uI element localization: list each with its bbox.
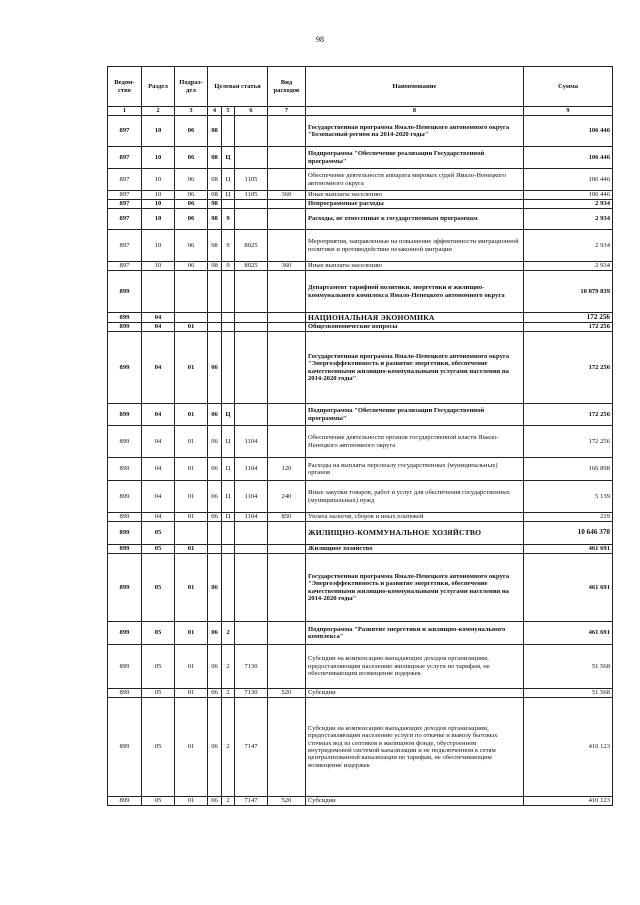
cell-razdel: 05 (142, 797, 175, 806)
cell-vedomstvo: 897 (108, 116, 142, 147)
cell-amount: 106 446 (524, 169, 613, 191)
table-row (108, 116, 613, 147)
cell-podrazdel: 01 (175, 797, 208, 806)
cell-target-subprogram (222, 522, 235, 545)
cell-expense-type (268, 698, 306, 797)
cell-amount: 172 256 (524, 332, 613, 404)
table-row (108, 262, 613, 271)
cell-razdel: 05 (142, 522, 175, 545)
column-number: 9 (524, 107, 613, 116)
budget-table (107, 66, 613, 806)
cell-amount: 166 898 (524, 458, 613, 481)
cell-expense-type (268, 404, 306, 426)
cell-target-program: 08 (208, 191, 222, 200)
cell-target-program (208, 313, 222, 323)
table-row (108, 689, 613, 698)
cell-target-code (235, 271, 268, 313)
column-number: 2 (142, 107, 175, 116)
cell-target-program: 98 (208, 200, 222, 209)
cell-podrazdel: 06 (175, 262, 208, 271)
table-row (108, 797, 613, 806)
cell-item-name: Расходы, не отнесенные к государственным программам (306, 209, 524, 230)
cell-target-program: 06 (208, 554, 222, 622)
table-row (108, 147, 613, 169)
cell-vedomstvo: 899 (108, 797, 142, 806)
cell-target-code: 8025 (235, 262, 268, 271)
cell-target-subprogram (222, 313, 235, 323)
cell-target-subprogram (222, 332, 235, 404)
cell-podrazdel: 01 (175, 404, 208, 426)
cell-target-program: 98 (208, 230, 222, 262)
cell-razdel: 04 (142, 481, 175, 513)
cell-podrazdel: 01 (175, 622, 208, 645)
cell-target-subprogram: Ц (222, 147, 235, 169)
cell-podrazdel (175, 271, 208, 313)
cell-item-name: Иные выплаты населению (306, 191, 524, 200)
cell-amount: 106 446 (524, 147, 613, 169)
cell-target-program: 06 (208, 513, 222, 522)
header-vedomstvo: Ведом-ство (108, 67, 142, 107)
page-number: 98 (316, 35, 324, 44)
cell-expense-type: 360 (268, 191, 306, 200)
cell-razdel: 04 (142, 426, 175, 458)
cell-razdel: 04 (142, 332, 175, 404)
cell-podrazdel (175, 313, 208, 323)
cell-vedomstvo: 899 (108, 645, 142, 689)
cell-expense-type (268, 554, 306, 622)
cell-target-program (208, 522, 222, 545)
cell-item-name: НАЦИОНАЛЬНАЯ ЭКОНОМИКА (306, 313, 524, 323)
cell-item-name: Государственная программа Ямало-Ненецкого автономного округа "Энергоэффективность и развитие энергетики, обеспечение качественными жилищно-коммунальными услугами населения на 2014-2020 годы" (306, 554, 524, 622)
cell-target-program: 06 (208, 698, 222, 797)
cell-razdel: 05 (142, 622, 175, 645)
cell-podrazdel (175, 522, 208, 545)
cell-target-subprogram: Ц (222, 426, 235, 458)
header-podrazdel: Подраз-дел (175, 67, 208, 107)
cell-target-code (235, 554, 268, 622)
cell-target-program: 06 (208, 481, 222, 513)
cell-razdel (142, 271, 175, 313)
cell-podrazdel: 01 (175, 513, 208, 522)
cell-target-program: 98 (208, 262, 222, 271)
cell-expense-type (268, 426, 306, 458)
cell-podrazdel: 01 (175, 554, 208, 622)
table-row (108, 458, 613, 481)
cell-target-code (235, 116, 268, 147)
cell-vedomstvo: 899 (108, 404, 142, 426)
cell-amount: 219 (524, 513, 613, 522)
cell-target-code: 7147 (235, 698, 268, 797)
cell-vedomstvo: 899 (108, 481, 142, 513)
table-row (108, 191, 613, 200)
cell-amount: 106 446 (524, 116, 613, 147)
column-number: 1 (108, 107, 142, 116)
cell-podrazdel: 06 (175, 191, 208, 200)
cell-target-subprogram: Ц (222, 404, 235, 426)
cell-podrazdel: 06 (175, 200, 208, 209)
cell-razdel: 05 (142, 689, 175, 698)
cell-expense-type (268, 209, 306, 230)
cell-target-code: 1105 (235, 169, 268, 191)
cell-razdel: 10 (142, 230, 175, 262)
cell-target-subprogram: 2 (222, 689, 235, 698)
cell-item-name: Подпрограмма "Обеспечение реализации Государственной программы" (306, 404, 524, 426)
cell-amount: 461 691 (524, 622, 613, 645)
cell-item-name: Общеэкономические вопросы (306, 323, 524, 332)
table-row (108, 698, 613, 797)
cell-razdel: 10 (142, 116, 175, 147)
cell-target-subprogram: 9 (222, 209, 235, 230)
cell-amount: 2 934 (524, 230, 613, 262)
header-vid-rashodov: Вид расходов (268, 67, 306, 107)
cell-item-name: Департамент тарифной политики, энергетики и жилищно-коммунального комплекса Ямало-Ненецкого автономного округа (306, 271, 524, 313)
cell-target-code (235, 200, 268, 209)
cell-target-subprogram (222, 271, 235, 313)
cell-expense-type (268, 230, 306, 262)
cell-target-code (235, 313, 268, 323)
cell-expense-type: 520 (268, 689, 306, 698)
cell-podrazdel: 01 (175, 332, 208, 404)
cell-item-name: Субсидии (306, 689, 524, 698)
cell-amount: 172 256 (524, 404, 613, 426)
cell-item-name: Государственная программа Ямало-Ненецкого автономного округа "Энергоэффективность и развитие энергетики, обеспечение качественными жилищно-коммунальными услугами населения на 2014-2020 годы" (306, 332, 524, 404)
cell-item-name: Непрограммные расходы (306, 200, 524, 209)
cell-item-name: Субсидии на компенсацию выпадающих доходов организациям, предоставляющим населению услуги по откачке и вывозу бытовых сточных вод из септиков в жилищном фонде, обустроенном внутридомовой системой канализации и не подключенном к сетям централизованной канализации по тарифам, не обеспечивающим возмещение издержек (306, 698, 524, 797)
cell-target-code: 7147 (235, 797, 268, 806)
cell-razdel: 05 (142, 698, 175, 797)
cell-razdel: 04 (142, 404, 175, 426)
cell-expense-type (268, 200, 306, 209)
cell-target-code: 1105 (235, 191, 268, 200)
cell-podrazdel: 06 (175, 230, 208, 262)
cell-target-subprogram: 9 (222, 230, 235, 262)
table-row (108, 645, 613, 689)
cell-razdel: 05 (142, 545, 175, 554)
cell-target-subprogram: 9 (222, 262, 235, 271)
cell-target-program: 06 (208, 458, 222, 481)
cell-target-program: 06 (208, 332, 222, 404)
cell-razdel: 10 (142, 147, 175, 169)
table-row (108, 271, 613, 313)
cell-expense-type: 850 (268, 513, 306, 522)
cell-vedomstvo: 899 (108, 313, 142, 323)
cell-target-subprogram: Ц (222, 458, 235, 481)
cell-vedomstvo: 897 (108, 200, 142, 209)
header-summa: Сумма (524, 67, 613, 107)
column-number: 5 (222, 107, 235, 116)
cell-target-code: 7130 (235, 645, 268, 689)
cell-amount: 10 879 839 (524, 271, 613, 313)
header-naimenovanie: Наименование (306, 67, 524, 107)
cell-target-program: 06 (208, 404, 222, 426)
cell-item-name: ЖИЛИЩНО-КОММУНАЛЬНОЕ ХОЗЯЙСТВО (306, 522, 524, 545)
table-body (108, 116, 613, 806)
cell-expense-type (268, 271, 306, 313)
cell-amount: 2 934 (524, 262, 613, 271)
table-row (108, 522, 613, 545)
cell-expense-type (268, 522, 306, 545)
cell-expense-type: 520 (268, 797, 306, 806)
cell-vedomstvo: 899 (108, 323, 142, 332)
cell-item-name: Жилищное хозяйство (306, 545, 524, 554)
cell-amount: 5 139 (524, 481, 613, 513)
cell-target-program: 06 (208, 622, 222, 645)
cell-razdel: 04 (142, 513, 175, 522)
cell-item-name: Обеспечение деятельности органов государственной власти Ямало-Ненецкого автономного округа (306, 426, 524, 458)
cell-target-subprogram (222, 323, 235, 332)
cell-item-name: Государственная программа Ямало-Ненецкого автономного округа "Безопасный регион на 2014-2020 годы" (306, 116, 524, 147)
cell-podrazdel: 01 (175, 426, 208, 458)
cell-target-program (208, 323, 222, 332)
cell-target-code (235, 522, 268, 545)
cell-vedomstvo: 897 (108, 169, 142, 191)
cell-podrazdel: 06 (175, 116, 208, 147)
cell-amount: 10 646 370 (524, 522, 613, 545)
cell-podrazdel: 01 (175, 323, 208, 332)
cell-razdel: 10 (142, 209, 175, 230)
cell-amount: 172 256 (524, 313, 613, 323)
header-celevaya-statya: Целевая статья (208, 67, 268, 107)
header-row (108, 67, 613, 107)
cell-target-code (235, 545, 268, 554)
cell-razdel: 10 (142, 200, 175, 209)
table-row (108, 404, 613, 426)
cell-item-name: Уплата налогов, сборов и иных платежей (306, 513, 524, 522)
cell-item-name: Иные выплаты населению (306, 262, 524, 271)
column-number: 7 (268, 107, 306, 116)
cell-target-code (235, 147, 268, 169)
cell-amount: 461 691 (524, 545, 613, 554)
column-number: 8 (306, 107, 524, 116)
cell-target-subprogram: Ц (222, 481, 235, 513)
cell-vedomstvo: 899 (108, 522, 142, 545)
cell-razdel: 04 (142, 458, 175, 481)
cell-expense-type (268, 147, 306, 169)
cell-vedomstvo: 897 (108, 147, 142, 169)
cell-vedomstvo: 897 (108, 262, 142, 271)
table-row (108, 313, 613, 323)
cell-vedomstvo: 899 (108, 545, 142, 554)
cell-target-program: 06 (208, 689, 222, 698)
cell-expense-type: 120 (268, 458, 306, 481)
cell-expense-type (268, 116, 306, 147)
cell-vedomstvo: 899 (108, 513, 142, 522)
cell-target-code (235, 622, 268, 645)
cell-item-name: Мероприятия, направленные на повышение эффективности миграционной политики и противодействие незаконной миграции (306, 230, 524, 262)
cell-item-name: Расходы на выплаты персоналу государственных (муниципальных) органов (306, 458, 524, 481)
cell-target-code (235, 209, 268, 230)
cell-razdel: 04 (142, 323, 175, 332)
cell-target-program: 08 (208, 169, 222, 191)
table-row (108, 332, 613, 404)
column-number: 6 (235, 107, 268, 116)
cell-expense-type (268, 545, 306, 554)
cell-vedomstvo: 897 (108, 191, 142, 200)
column-number-row (108, 107, 613, 116)
cell-amount: 2 934 (524, 209, 613, 230)
cell-target-subprogram: 2 (222, 622, 235, 645)
table-row (108, 426, 613, 458)
cell-expense-type (268, 313, 306, 323)
cell-target-code: 1104 (235, 426, 268, 458)
cell-expense-type (268, 645, 306, 689)
cell-vedomstvo: 897 (108, 209, 142, 230)
cell-amount: 172 256 (524, 323, 613, 332)
cell-target-program (208, 271, 222, 313)
table-row (108, 169, 613, 191)
cell-podrazdel: 06 (175, 209, 208, 230)
cell-podrazdel: 01 (175, 481, 208, 513)
cell-amount: 51 568 (524, 645, 613, 689)
table-row (108, 230, 613, 262)
cell-target-code (235, 404, 268, 426)
cell-razdel: 10 (142, 262, 175, 271)
cell-target-program: 08 (208, 147, 222, 169)
cell-target-program: 08 (208, 116, 222, 147)
cell-expense-type (268, 323, 306, 332)
cell-target-subprogram: 2 (222, 645, 235, 689)
cell-target-program: 06 (208, 426, 222, 458)
cell-vedomstvo: 899 (108, 622, 142, 645)
cell-target-code: 1104 (235, 458, 268, 481)
table-row (108, 622, 613, 645)
cell-target-subprogram (222, 116, 235, 147)
cell-target-code: 7130 (235, 689, 268, 698)
cell-razdel: 10 (142, 191, 175, 200)
cell-target-code (235, 323, 268, 332)
column-number: 4 (208, 107, 222, 116)
cell-podrazdel: 01 (175, 458, 208, 481)
cell-razdel: 05 (142, 554, 175, 622)
cell-podrazdel: 01 (175, 698, 208, 797)
cell-vedomstvo: 899 (108, 689, 142, 698)
cell-razdel: 05 (142, 645, 175, 689)
cell-target-subprogram: 2 (222, 698, 235, 797)
cell-target-subprogram: 2 (222, 797, 235, 806)
cell-amount: 410 123 (524, 698, 613, 797)
table-row (108, 554, 613, 622)
cell-target-code: 1104 (235, 513, 268, 522)
cell-expense-type (268, 332, 306, 404)
cell-podrazdel: 01 (175, 645, 208, 689)
cell-podrazdel: 06 (175, 147, 208, 169)
cell-target-subprogram: Ц (222, 191, 235, 200)
cell-item-name: Субсидии (306, 797, 524, 806)
cell-target-code: 1104 (235, 481, 268, 513)
cell-target-program (208, 545, 222, 554)
cell-target-subprogram (222, 554, 235, 622)
cell-podrazdel: 06 (175, 169, 208, 191)
cell-target-subprogram: Ц (222, 513, 235, 522)
cell-item-name: Субсидии на компенсацию выпадающих доходов организациям, предоставляющим населению жилищные услуги по тарифам, не обеспечивающим возмещение издержек (306, 645, 524, 689)
cell-expense-type (268, 622, 306, 645)
table-row (108, 323, 613, 332)
cell-vedomstvo: 899 (108, 554, 142, 622)
cell-target-program: 06 (208, 645, 222, 689)
cell-amount: 2 934 (524, 200, 613, 209)
cell-vedomstvo: 899 (108, 426, 142, 458)
cell-target-program: 06 (208, 797, 222, 806)
cell-podrazdel: 01 (175, 545, 208, 554)
cell-expense-type (268, 169, 306, 191)
cell-target-code (235, 332, 268, 404)
cell-razdel: 10 (142, 169, 175, 191)
cell-vedomstvo: 899 (108, 458, 142, 481)
cell-amount: 51 568 (524, 689, 613, 698)
cell-vedomstvo: 899 (108, 332, 142, 404)
cell-expense-type: 240 (268, 481, 306, 513)
table-row (108, 513, 613, 522)
cell-item-name: Обеспечение деятельности аппарата мировых судей Ямало-Ненецкого автономного округа (306, 169, 524, 191)
table-row (108, 545, 613, 554)
cell-item-name: Подпрограмма "Обеспечение реализации Государственной программы" (306, 147, 524, 169)
cell-target-subprogram (222, 545, 235, 554)
cell-amount: 410 123 (524, 797, 613, 806)
cell-target-program: 98 (208, 209, 222, 230)
cell-amount: 461 691 (524, 554, 613, 622)
table-row (108, 481, 613, 513)
cell-razdel: 04 (142, 313, 175, 323)
cell-item-name: Иные закупки товаров, работ и услуг для обеспечения государственных (муниципальных) нужд (306, 481, 524, 513)
table-row (108, 209, 613, 230)
cell-vedomstvo: 899 (108, 698, 142, 797)
table-row (108, 200, 613, 209)
cell-target-code: 8025 (235, 230, 268, 262)
cell-podrazdel: 01 (175, 689, 208, 698)
cell-amount: 172 256 (524, 426, 613, 458)
cell-target-subprogram: Ц (222, 169, 235, 191)
cell-expense-type: 360 (268, 262, 306, 271)
cell-amount: 106 446 (524, 191, 613, 200)
cell-target-subprogram (222, 200, 235, 209)
cell-vedomstvo: 899 (108, 271, 142, 313)
column-number: 3 (175, 107, 208, 116)
cell-vedomstvo: 897 (108, 230, 142, 262)
cell-item-name: Подпрограмма "Развитие энергетики и жилищно-коммунального комплекса" (306, 622, 524, 645)
header-razdel: Раздел (142, 67, 175, 107)
